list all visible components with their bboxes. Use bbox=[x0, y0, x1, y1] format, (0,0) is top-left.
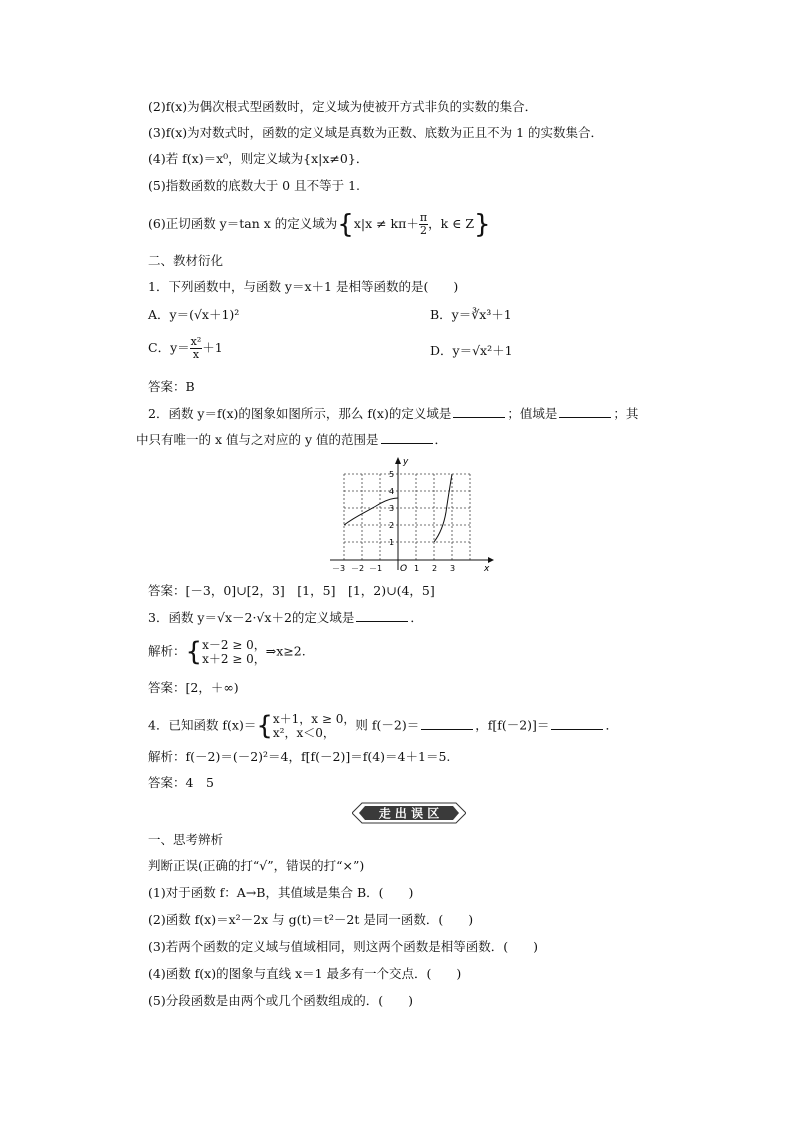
line-5: (5)指数函数的底数大于 0 且不等于 1. bbox=[148, 178, 361, 193]
q4-stem-a: 4．已知函数 f(x)＝ bbox=[148, 717, 257, 733]
x-tick-label: －1 bbox=[369, 564, 383, 573]
graph-x-label: x bbox=[484, 564, 490, 574]
line-6-prefix: (6)正切函数 y＝tan x 的定义域为 bbox=[148, 216, 338, 231]
q2-stem-a: 2．函数 y＝f(x)的图象如图所示，那么 f(x)的定义域是 bbox=[148, 406, 452, 421]
q4-answer: 答案：4 5 bbox=[148, 775, 214, 790]
q3-analysis: 解析：{ x－2 ≥ 0， x＋2 ≥ 0， ⇒x≥2. bbox=[148, 637, 306, 667]
line-6-frac-den: 2 bbox=[419, 224, 427, 237]
q2-stem-d: 中只有唯一的 x 值与之对应的 y 值的范围是 bbox=[136, 432, 379, 447]
judgement-item: (4)函数 f(x)的图象与直线 x＝1 最多有一个交点．( ) bbox=[148, 966, 462, 981]
line-4: (4)若 f(x)＝x⁰，则定义域为{x|x≠0}． bbox=[148, 151, 369, 166]
q3-stem-b: ． bbox=[410, 610, 423, 625]
judgement-item: (1)对于函数 f：A→B，其值域是集合 B．( ) bbox=[148, 885, 414, 900]
y-tick-label: 1 bbox=[389, 538, 395, 547]
q4-case-1: x＋1，x ≥ 0， bbox=[272, 712, 356, 726]
q1-option-c bbox=[148, 336, 223, 361]
q3-case-1: x－2 ≥ 0， bbox=[202, 638, 266, 652]
q2-stem-line2 bbox=[136, 431, 447, 449]
graph-y-label: y bbox=[403, 457, 409, 467]
section-banner-text: 走 出 误 区 bbox=[378, 806, 440, 821]
q1-option-c-tail: ＋1 bbox=[202, 340, 223, 355]
q4-blank-1[interactable] bbox=[421, 717, 473, 730]
y-tick-label: 2 bbox=[389, 521, 395, 530]
q1-option-a: A．y＝(√x＋1)² bbox=[148, 307, 240, 322]
q1-option-c-label: C．y＝ bbox=[148, 340, 190, 355]
q4-stem-d: ． bbox=[605, 717, 618, 733]
q2-stem-c: ；其 bbox=[613, 406, 639, 421]
graph-origin-label: O bbox=[400, 564, 408, 574]
q2-stem-e: ． bbox=[434, 432, 448, 447]
line-6-set-b: ，k ∈ Z bbox=[428, 216, 475, 231]
judgement-item: (5)分段函数是由两个或几个函数组成的．( ) bbox=[148, 993, 413, 1008]
section3-heading: 一、思考辨析 bbox=[148, 832, 224, 847]
q4-analysis: 解析：f(－2)＝(－2)²＝4，f[f(－2)]＝f(4)＝4＋1＝5. bbox=[148, 749, 451, 764]
judgement-item: (2)函数 f(x)＝x²－2x 与 g(t)＝t²－2t 是同一函数．( ) bbox=[148, 912, 474, 927]
q4-stem: 4．已知函数 f(x)＝{ x＋1，x ≥ 0， x²，x＜0， 则 f(－2)＝ ，f[f(－2)]＝ ． bbox=[148, 711, 618, 741]
q1-stem: 1．下列函数中，与函数 y＝x＋1 是相等函数的是( ) bbox=[148, 279, 459, 294]
q4-blank-2[interactable] bbox=[551, 717, 603, 730]
function-graph bbox=[326, 454, 496, 574]
q4-stem-b: 则 f(－2)＝ bbox=[355, 717, 420, 733]
y-tick-label: 5 bbox=[389, 470, 395, 479]
q1-option-c-num: x² bbox=[190, 335, 202, 348]
section3-intro: 判断正误(正确的打“√”，错误的打“×”) bbox=[148, 858, 365, 873]
q3-answer: 答案：[2，＋∞) bbox=[148, 680, 239, 695]
x-tick-label: 1 bbox=[414, 564, 420, 573]
q3-blank[interactable] bbox=[356, 609, 408, 622]
line-6-set-a: x|x ≠ kπ＋ bbox=[353, 216, 419, 231]
line-2: (2)f(x)为偶次根式型函数时，定义域为使被开方式非负的实数的集合． bbox=[148, 99, 538, 114]
q2-blank-range[interactable] bbox=[559, 405, 611, 418]
q3-stem bbox=[148, 609, 423, 627]
x-tick-label: 3 bbox=[450, 564, 456, 573]
y-tick-label: 4 bbox=[389, 487, 395, 496]
q3-analysis-label: 解析： bbox=[148, 643, 186, 659]
q1-answer: 答案：B bbox=[148, 379, 195, 394]
line-6-frac-num: π bbox=[419, 211, 428, 224]
x-tick-label: －3 bbox=[332, 564, 346, 573]
q4-case-2: x²，x＜0， bbox=[272, 726, 335, 740]
x-tick-label: 2 bbox=[432, 564, 438, 573]
x-tick-label: －2 bbox=[351, 564, 365, 573]
section2-heading: 二、教材衍化 bbox=[148, 253, 224, 268]
line-6: (6)正切函数 y＝tan x 的定义域为{x|x ≠ kπ＋ $\frac{\pi}{2}$ ，k ∈ Z} bbox=[148, 209, 491, 240]
q2-answer: 答案：[－3，0]∪[2，3] [1，5] [1，2)∪(4，5] bbox=[148, 583, 435, 598]
q1-option-d: D．y＝√x²＋1 bbox=[430, 343, 513, 358]
section-banner bbox=[352, 802, 466, 824]
q2-stem-line1 bbox=[148, 405, 638, 423]
q2-blank-domain[interactable] bbox=[453, 405, 505, 418]
q3-stem-a: 3．函数 y＝√x－2·√x＋2的定义域是 bbox=[148, 610, 355, 625]
y-tick-label: 3 bbox=[389, 504, 395, 513]
q4-stem-c: ，f[f(－2)]＝ bbox=[475, 717, 550, 733]
q3-analysis-tail: ⇒x≥2. bbox=[265, 643, 306, 659]
q2-stem-b: ；值域是 bbox=[507, 406, 558, 421]
line-3: (3)f(x)为对数式时，函数的定义域是真数为正数、底数为正且不为 1 的实数集合． bbox=[148, 125, 604, 140]
q1-option-c-den: x bbox=[192, 348, 200, 361]
q2-blank-unique[interactable] bbox=[381, 431, 433, 444]
q1-option-b: B．y＝∛x³＋1 bbox=[430, 307, 512, 322]
judgement-item: (3)若两个函数的定义域与值域相同，则这两个函数是相等函数．( ) bbox=[148, 939, 538, 954]
q3-case-2: x＋2 ≥ 0， bbox=[202, 652, 266, 666]
